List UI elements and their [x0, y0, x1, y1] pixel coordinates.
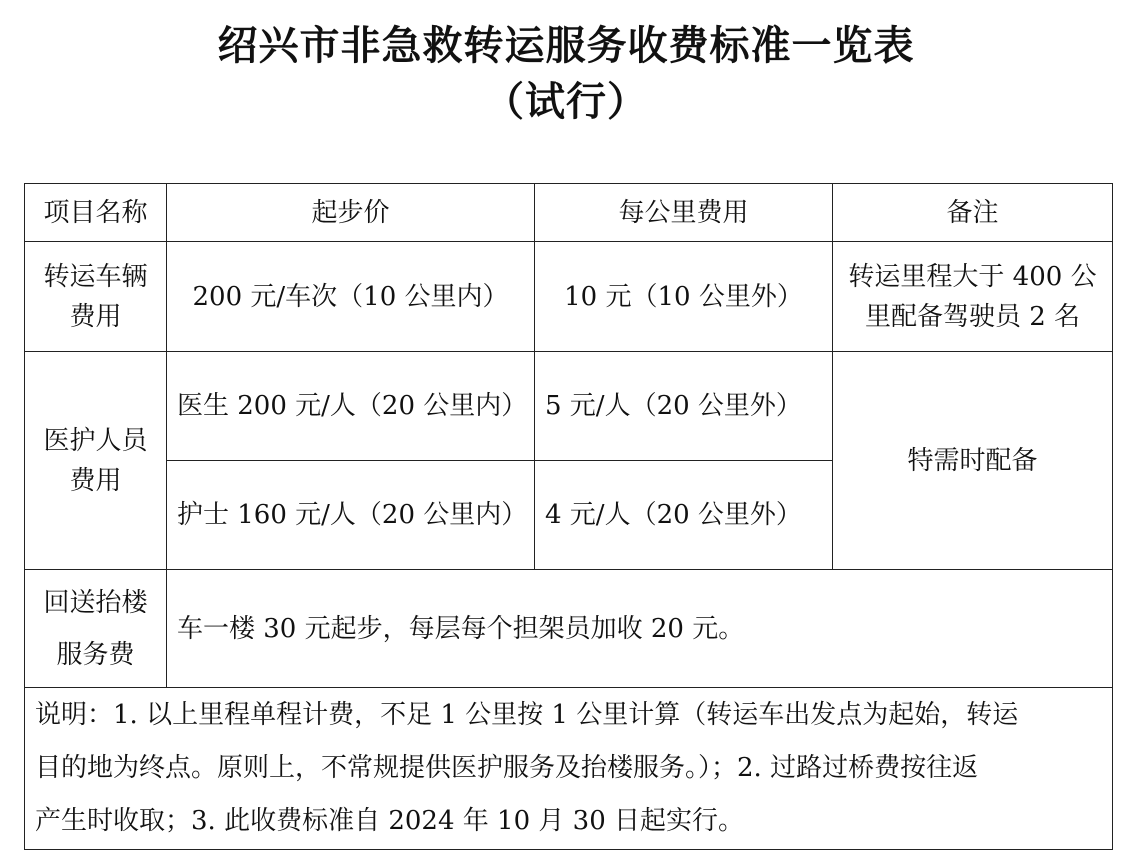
header-item-name: 项目名称	[25, 184, 167, 242]
table-header-row	[25, 184, 1113, 242]
table-row-stairs	[25, 570, 1113, 688]
vehicle-remark-line1: 转运里程大于 400 公	[848, 261, 1097, 292]
doctor-per-km: 5 元/人（20 公里外）	[535, 352, 833, 461]
document-title: 绍兴市非急救转运服务收费标准一览表	[217, 23, 915, 69]
stairs-fee-content: 车一楼 30 元起步，每层每个担架员加收 20 元。	[167, 570, 1113, 688]
nurse-base-price: 护士 160 元/人（20 公里内）	[167, 461, 535, 570]
header-per-km: 每公里费用	[535, 184, 833, 242]
vehicle-name-line1: 转运车辆	[43, 261, 148, 292]
table-row-doctor	[25, 352, 1113, 461]
header-base-price: 起步价	[167, 184, 535, 242]
vehicle-name-cell	[25, 242, 167, 352]
medical-remark: 特需时配备	[833, 352, 1113, 570]
note-line3: 产生时收取；3. 此收费标准自 2024 年 10 月 30 日起实行。	[35, 806, 744, 836]
medical-name-line1: 医护人员	[43, 425, 148, 456]
vehicle-per-km: 10 元（10 公里外）	[535, 242, 833, 352]
fee-standard-table	[24, 183, 1113, 850]
vehicle-name-line2: 费用	[69, 301, 122, 332]
note-cell	[25, 688, 1113, 850]
stairs-name-line1: 回送抬楼	[43, 587, 148, 618]
stairs-name-cell	[25, 570, 167, 688]
nurse-per-km: 4 元/人（20 公里外）	[535, 461, 833, 570]
vehicle-remark-cell	[833, 242, 1113, 352]
stairs-name-line2: 服务费	[56, 639, 135, 670]
vehicle-remark-line2: 里配备驾驶员 2 名	[864, 301, 1081, 332]
header-remark: 备注	[833, 184, 1113, 242]
table-row-note	[25, 688, 1113, 850]
note-line1: 说明：1. 以上里程单程计费，不足 1 公里按 1 公里计算（转运车出发点为起始，转运	[35, 700, 1019, 730]
medical-name-cell	[25, 352, 167, 570]
medical-name-line2: 费用	[69, 465, 122, 496]
doctor-base-price: 医生 200 元/人（20 公里内）	[167, 352, 535, 461]
vehicle-base-price: 200 元/车次（10 公里内）	[167, 242, 535, 352]
document-subtitle: （试行）	[484, 79, 648, 125]
table-row-vehicle	[25, 242, 1113, 352]
note-line2: 目的地为终点。原则上，不常规提供医护服务及抬楼服务。）；2. 过路过桥费按往返	[35, 753, 979, 783]
